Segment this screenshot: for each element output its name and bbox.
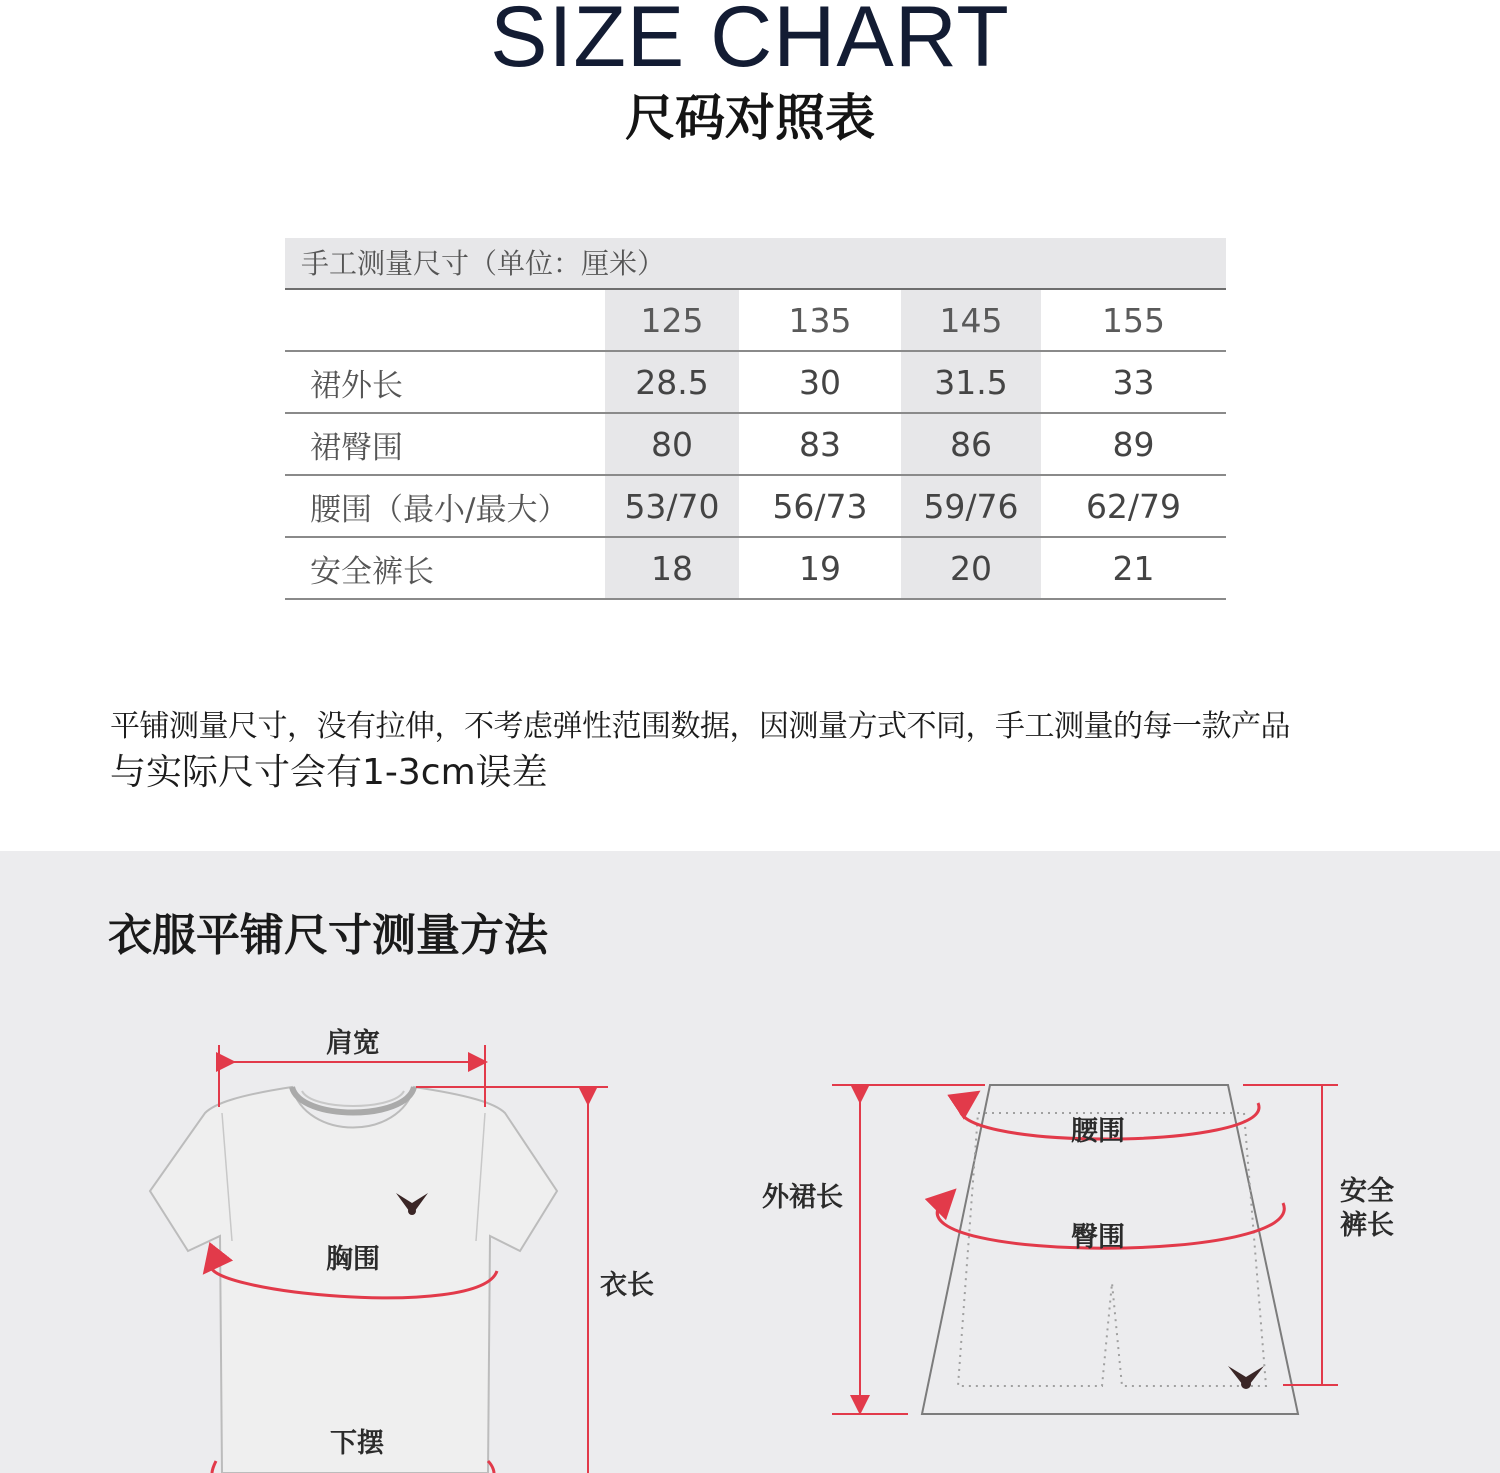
table-cell: 33 bbox=[1041, 351, 1226, 413]
waist-measure-arrow bbox=[962, 1099, 968, 1103]
measurement-note bbox=[110, 706, 1410, 798]
size-table bbox=[285, 238, 1226, 600]
waist-label: 腰围 bbox=[1071, 1116, 1125, 1147]
size-header: 135 bbox=[739, 290, 901, 351]
header-empty-cell bbox=[285, 290, 605, 351]
shoulder-label: 肩宽 bbox=[326, 1028, 380, 1059]
table-cell: 62/79 bbox=[1041, 475, 1226, 537]
measurement-method-section bbox=[0, 851, 1500, 1473]
tshirt-collar bbox=[292, 1087, 414, 1113]
table-caption: 手工测量尺寸（单位：厘米） bbox=[285, 238, 1226, 290]
size-header: 155 bbox=[1041, 290, 1226, 351]
row-label: 裙外长 bbox=[285, 351, 605, 413]
hem-label: 下摆 bbox=[330, 1428, 384, 1459]
row-label: 安全裤长 bbox=[285, 537, 605, 599]
size-header: 125 bbox=[605, 290, 739, 351]
measurement-diagram bbox=[0, 851, 1500, 1473]
table-row bbox=[285, 537, 1226, 599]
table-cell: 28.5 bbox=[605, 351, 739, 413]
length-label: 衣长 bbox=[600, 1270, 654, 1301]
table-cell: 83 bbox=[739, 413, 901, 475]
note-line-2: 与实际尺寸会有1-3cm误差 bbox=[110, 752, 548, 793]
size-header: 145 bbox=[901, 290, 1041, 351]
tshirt-illustration bbox=[150, 1087, 557, 1473]
chest-label: 胸围 bbox=[326, 1244, 380, 1275]
hem-measure bbox=[212, 1461, 216, 1473]
hip-label: 臀围 bbox=[1071, 1222, 1125, 1253]
tshirt-body bbox=[150, 1087, 557, 1473]
note-line-1: 平铺测量尺寸，没有拉伸，不考虑弹性范围数据，因测量方式不同，手工测量的每一款产品 bbox=[110, 709, 1290, 744]
row-label: 腰围（最小/最大） bbox=[285, 475, 605, 537]
table-cell: 59/76 bbox=[901, 475, 1041, 537]
row-label: 裙臀围 bbox=[285, 413, 605, 475]
table-header-row bbox=[285, 290, 1226, 351]
table-cell: 30 bbox=[739, 351, 901, 413]
outer-length-label: 外裙长 bbox=[762, 1182, 843, 1213]
size-grid bbox=[285, 290, 1226, 600]
logo-icon bbox=[1241, 1379, 1251, 1389]
table-cell: 18 bbox=[605, 537, 739, 599]
method-title: 衣服平铺尺寸测量方法 bbox=[108, 910, 548, 961]
table-cell: 53/70 bbox=[605, 475, 739, 537]
title-en: SIZE CHART bbox=[490, 0, 1010, 85]
table-cell: 31.5 bbox=[901, 351, 1041, 413]
table-cell: 19 bbox=[739, 537, 901, 599]
shorts-length-label-2: 裤长 bbox=[1340, 1210, 1394, 1241]
table-cell: 86 bbox=[901, 413, 1041, 475]
table-row bbox=[285, 475, 1226, 537]
shorts-length-label-1: 安全 bbox=[1340, 1176, 1394, 1207]
table-cell: 20 bbox=[901, 537, 1041, 599]
table-cell: 80 bbox=[605, 413, 739, 475]
table-cell: 89 bbox=[1041, 413, 1226, 475]
logo-icon bbox=[408, 1207, 416, 1215]
hip-measure-arrow bbox=[940, 1199, 946, 1205]
table-cell: 21 bbox=[1041, 537, 1226, 599]
table-row bbox=[285, 413, 1226, 475]
title-cn: 尺码对照表 bbox=[625, 89, 875, 147]
table-cell: 56/73 bbox=[739, 475, 901, 537]
table-row bbox=[285, 351, 1226, 413]
tshirt-collar-inner bbox=[302, 1091, 404, 1106]
